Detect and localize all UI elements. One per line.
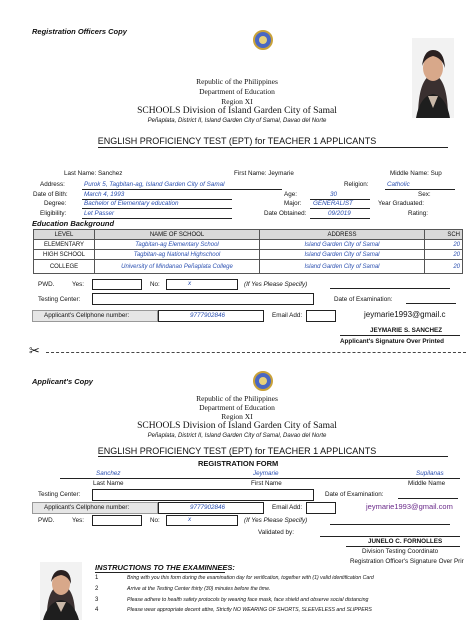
pwd-yes-label: Yes: xyxy=(72,281,85,288)
last-name-label: Last Name xyxy=(93,480,124,487)
pwd-yes-label: Yes: xyxy=(72,517,85,524)
instruction-text: Please wear appropriate decent attire, Strictly NO WEARING OF SHORTS, SLEEVELESS and SLIPPERS xyxy=(127,607,372,613)
form-title: ENGLISH PROFICIENCY TEST (EPT) for TEACHER 1 APPLICANTS xyxy=(97,446,377,456)
pwd-no-label: No: xyxy=(150,281,160,288)
edu-address[interactable]: Island Garden City of Samal xyxy=(260,250,425,260)
degree-field[interactable]: Bachelor of Elementary education xyxy=(84,200,179,207)
applicant-sig-caption: Applicant's Signature Over Printed xyxy=(340,338,445,345)
pwd-label: PWD. xyxy=(38,281,55,288)
applicant-sig-name: JEYMARIE S. SANCHEZ xyxy=(370,327,443,334)
middle-name-label: Middle Name: Sup xyxy=(390,170,442,177)
email-label: Email Add: xyxy=(272,504,303,511)
testing-center-field[interactable] xyxy=(92,489,314,501)
scissors-icon: ✂ xyxy=(29,343,40,358)
instruction-num: 1 xyxy=(95,575,99,581)
header-dept: Department of Education xyxy=(199,403,275,412)
major-label: Major: xyxy=(284,200,302,207)
officer-title: Division Testing Coordinato xyxy=(362,548,439,555)
rating-label: Rating: xyxy=(408,210,428,217)
first-name-label: First Name xyxy=(251,480,282,487)
edu-year[interactable]: 20 xyxy=(425,260,463,274)
edu-header-address: ADDRESS xyxy=(260,230,425,240)
header-region: Region XI xyxy=(221,97,253,106)
middle-name-label: Middle Name xyxy=(408,480,446,487)
edu-school[interactable]: Tagbitan-ag National Highschool xyxy=(95,250,260,260)
header-division: SCHOOLS Division of Island Garden City of Samal xyxy=(137,421,337,431)
email-input-box[interactable] xyxy=(306,310,336,322)
instruction-text: Bring with you this form during the examination day for verification, together with (1) valid identification Card xyxy=(127,575,374,581)
edu-level: HIGH SCHOOL xyxy=(34,250,95,260)
middle-name-field[interactable]: Supilanas xyxy=(416,470,444,477)
officer-name: JUNELO C. FORNOLLES xyxy=(368,538,443,545)
instructions-title: INSTRUCTIONS TO THE EXAMINNEES: xyxy=(95,563,235,572)
pwd-no-field[interactable] xyxy=(166,515,238,526)
form-title: ENGLISH PROFICIENCY TEST (EPT) for TEACHER 1 APPLICANTS xyxy=(97,136,377,146)
degree-label: Degree: xyxy=(44,200,67,207)
email-label: Email Add: xyxy=(272,312,303,319)
date-obtained-field[interactable]: 09/2019 xyxy=(328,210,351,217)
instruction-text: Arrive at the Testing Center thirty (30) minutes before the time. xyxy=(127,586,271,592)
officer-caption: Registration Officer's Signature Over Prir xyxy=(350,558,464,565)
eligibility-label: Eligibility: xyxy=(40,210,67,217)
validated-label: Validated by: xyxy=(258,529,294,536)
date-obtained-label: Date Obtained: xyxy=(264,210,307,217)
date-exam-label: Date of Examination: xyxy=(334,296,393,303)
form-subtitle: REGISTRATION FORM xyxy=(198,459,279,468)
copy-label: Applicant's Copy xyxy=(32,377,93,386)
header-address: Peñaplata, District II, Island Garden City of Samal, Davao del Norte xyxy=(147,433,327,439)
cellphone-value: 9777902846 xyxy=(190,312,226,319)
header-republic: Republic of the Philippines xyxy=(196,394,278,403)
religion-label: Religion: xyxy=(344,181,369,188)
instruction-num: 2 xyxy=(95,586,99,592)
cellphone-label: Applicant's Cellphone number: xyxy=(44,504,130,511)
pwd-note: (If Yes Please Specify) xyxy=(244,517,308,524)
religion-field[interactable]: Catholic xyxy=(387,181,410,188)
dob-field[interactable]: March 4, 1993 xyxy=(84,191,125,198)
date-exam-label: Date of Examination: xyxy=(325,491,384,498)
edu-school[interactable]: Tagbitan-ag Elementary School xyxy=(95,240,260,250)
pwd-no-label: No: xyxy=(150,517,160,524)
email-input-box[interactable] xyxy=(306,502,336,514)
testing-center-field[interactable] xyxy=(92,293,314,305)
header-region: Region XI xyxy=(221,412,253,421)
edu-level: COLLEGE xyxy=(34,260,95,274)
instruction-num: 4 xyxy=(95,607,99,613)
instruction-text: Please adhere to health safety protocols by wearing face mask, face shield and observe social distancing xyxy=(127,597,369,603)
pwd-no-value: x xyxy=(188,516,192,523)
edu-address[interactable]: Island Garden City of Samal xyxy=(260,240,425,250)
education-table xyxy=(33,229,463,274)
deped-seal-icon xyxy=(253,30,273,50)
testing-center-label: Testing Center: xyxy=(38,491,81,498)
first-name-label: First Name: Jeymarie xyxy=(234,170,294,177)
year-grad-label: Year Graduated: xyxy=(378,200,424,207)
edu-address[interactable]: Island Garden City of Samal xyxy=(260,260,425,274)
edu-level: ELEMENTARY xyxy=(34,240,95,250)
deped-seal-icon xyxy=(253,371,273,391)
header-address: Peñaplata, District II, Island Garden City of Samal, Davao del Norte xyxy=(147,118,327,124)
dob-label: Date of Bith: xyxy=(33,191,68,198)
copy-label: Registration Officers Copy xyxy=(32,27,127,36)
address-field[interactable]: Purok 5, Tagbitan-ag, Island Garden City of Samal xyxy=(84,181,225,188)
cut-line xyxy=(46,352,466,353)
edu-school[interactable]: University of Mindanao Peñaplata College xyxy=(95,260,260,274)
age-field[interactable]: 30 xyxy=(330,191,338,198)
header-republic: Republic of the Philippines xyxy=(196,77,278,86)
header-division: SCHOOLS Division of Island Garden City of Samal xyxy=(137,106,337,116)
cellphone-value: 9777902846 xyxy=(190,504,226,511)
pwd-yes-field[interactable] xyxy=(92,279,142,290)
edu-year[interactable]: 20 xyxy=(425,250,463,260)
applicant-photo xyxy=(40,562,82,620)
pwd-no-value: x xyxy=(188,280,192,287)
edu-header-level: LEVEL xyxy=(34,230,95,240)
edu-year[interactable]: 20 xyxy=(425,240,463,250)
pwd-yes-field[interactable] xyxy=(92,515,142,526)
first-name-field[interactable]: Jeymarie xyxy=(253,470,279,477)
last-name-label: Last Name: Sanchez xyxy=(64,170,123,177)
major-field[interactable]: GENERALIST xyxy=(313,200,353,207)
instruction-num: 3 xyxy=(95,597,99,603)
header-dept: Department of Education xyxy=(199,87,275,96)
age-label: Age: xyxy=(284,191,297,198)
eligibility-field[interactable]: Let Passer xyxy=(84,210,115,217)
testing-center-label: Testing Center: xyxy=(38,296,81,303)
email-value: jeymarie1993@gmail.com xyxy=(366,502,453,511)
email-value: jeymarie1993@gmail.c xyxy=(364,310,446,319)
cellphone-label: Applicant's Cellphone number: xyxy=(44,312,130,319)
edu-header-school: NAME OF SCHOOL xyxy=(95,230,260,240)
edu-header-year: SCH xyxy=(425,230,463,240)
address-label: Address: xyxy=(40,181,65,188)
pwd-no-field[interactable] xyxy=(166,279,238,290)
pwd-label: PWD. xyxy=(38,517,55,524)
edu-title: Education Background xyxy=(32,219,115,228)
pwd-note: (If Yes Please Specify) xyxy=(244,281,308,288)
sex-label: Sex: xyxy=(418,191,431,198)
last-name-field[interactable]: Sanchez xyxy=(96,470,121,477)
